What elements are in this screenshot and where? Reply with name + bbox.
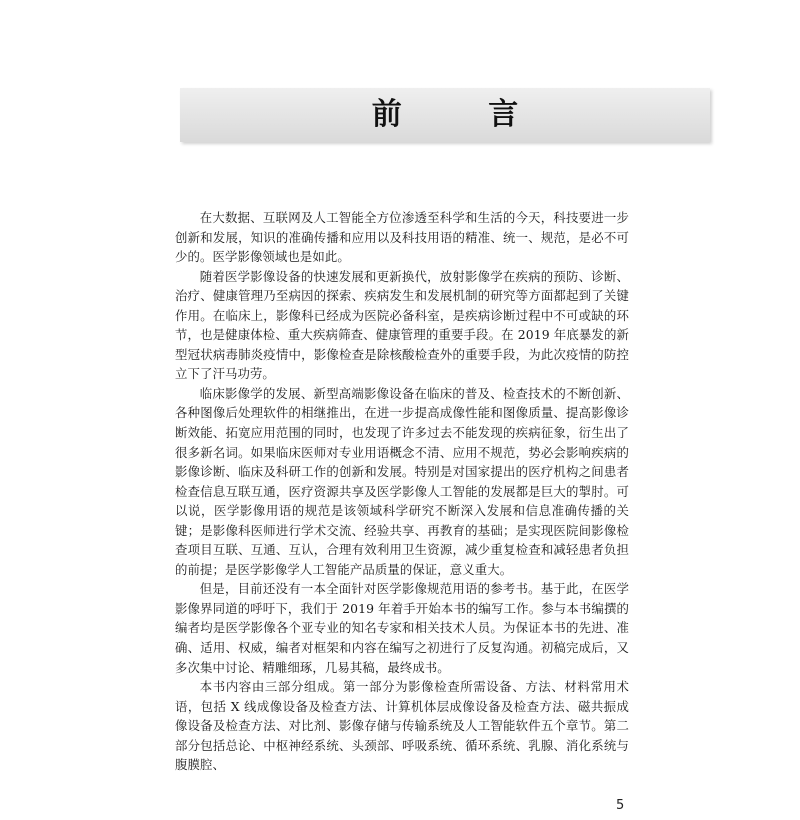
paragraph-4: 但是，目前还没有一本全面针对医学影像规范用语的参考书。基于此，在医学影像界同道的呼吁下，我们于 2019 年着手开始本书的编写工作。参与本书编撰的编者均是医学影像各个亚专业的知名专家和相关技术人员。为保证本书的先进、准确、适用、权威，编者对框架和内容在编写之初进行了反复沟通。初稿完成后，又多次集中讨论、精雕细琢，几易其稿，最终成书。 — [175, 581, 629, 675]
chapter-title: 前 言 — [371, 97, 557, 132]
page-number: 5 — [616, 798, 625, 813]
chapter-header-band — [180, 88, 710, 142]
paragraph-3: 临床影像学的发展、新型高端影像设备在临床的普及、检查技术的不断创新、各种图像后处理软件的相继推出，在进一步提高成像性能和图像质量、提高影像诊断效能、拓宽应用范围的同时，也发现了许多过去不能发现的疾病征象，衍生出了很多新名词。如果临床医师对专业用语概念不清、应用不规范，势必会影响疾病的影像诊断、临床及科研工作的创新和发展。特别是对国家提出的医疗机构之间患者检查信息互联互通，医疗资源共享及医学影像人工智能的发展都是巨大的掣肘。可以说，医学影像用语的规范是该领域科学研究不断深入发展和信息准确传播的关键；是影像科医师进行学术交流、经验共享、再教育的基础；是实现医院间影像检查项目互联、互通、互认，合理有效利用卫生资源，减少重复检查和减轻患者负担的前提；是医学影像学人工智能产品质量的保证，意义重大。 — [175, 385, 629, 577]
paragraph-2: 随着医学影像设备的快速发展和更新换代，放射影像学在疾病的预防、诊断、治疗、健康管理乃至病因的探索、疾病发生和发展机制的研究等方面都起到了关键作用。在临床上，影像科已经成为医院必备科室，是疾病诊断过程中不可或缺的环节，也是健康体检、重大疾病筛查、健康管理的重要手段。在 2019 年底暴发的新型冠状病毒肺炎疫情中，影像检查是除核酸检查外的重要手段，为此次疫情的防控立下了汗马功劳。 — [175, 268, 629, 382]
preface-body — [175, 208, 629, 775]
paragraph-5: 本书内容由三部分组成。第一部分为影像检查所需设备、方法、材料常用术语，包括 X 线成像设备及检查方法、计算机体层成像设备及检查方法、磁共振成像设备及检查方法、对比剂、影像存储与传输系统及人工智能软件五个章节。第二部分包括总论、中枢神经系统、头颈部、呼吸系统、循环系统、乳腺、消化系统与腹膜腔、 — [175, 679, 629, 773]
paragraph-1: 在大数据、互联网及人工智能全方位渗透至科学和生活的今天，科技要进一步创新和发展，知识的准确传播和应用以及科技用语的精准、统一、规范，是必不可少的。医学影像领域也是如此。 — [175, 210, 629, 265]
